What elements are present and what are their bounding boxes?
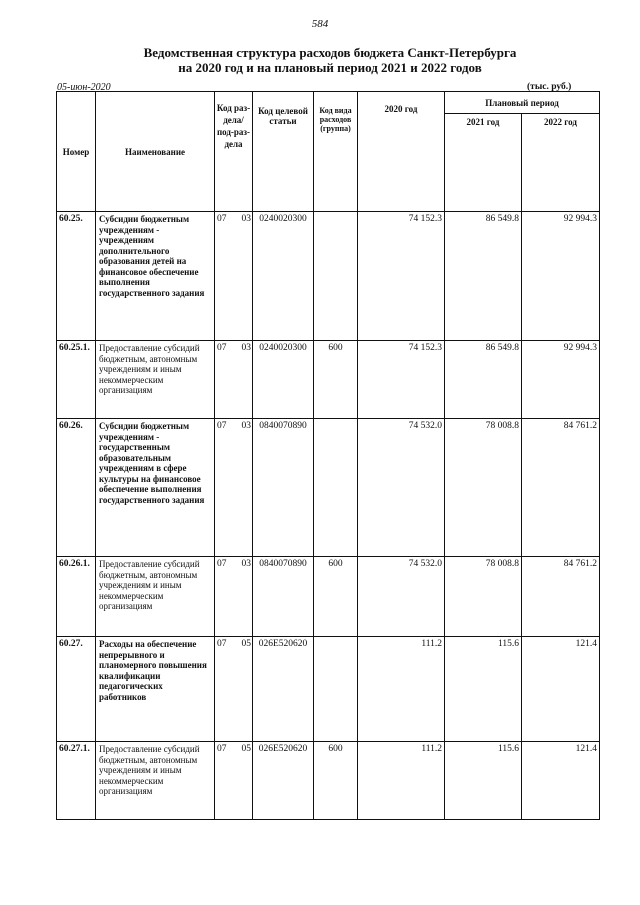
header-number: Номер — [57, 92, 96, 212]
row-amount-2021: 115.6 — [445, 742, 522, 820]
row-number: 60.26.1. — [57, 557, 96, 637]
row-expense-type: 600 — [314, 341, 358, 419]
document-date: 05-июн-2020 — [57, 82, 111, 93]
table-header — [57, 92, 600, 212]
row-expense-type — [314, 419, 358, 557]
table-row — [57, 212, 600, 341]
row-amount-2020: 74 532.0 — [358, 557, 445, 637]
row-section-code — [215, 742, 253, 820]
row-target-code: 0240020300 — [253, 212, 314, 341]
row-section-code — [215, 341, 253, 419]
row-subsection: 05 — [241, 639, 251, 649]
row-expense-type — [314, 637, 358, 742]
row-number: 60.25.1. — [57, 341, 96, 419]
row-amount-2021: 86 549.8 — [445, 212, 522, 341]
table-row — [57, 557, 600, 637]
row-target-code: 0840070890 — [253, 557, 314, 637]
table-row — [57, 742, 600, 820]
row-section: 07 — [217, 559, 227, 569]
row-section: 07 — [217, 744, 227, 754]
row-number: 60.27.1. — [57, 742, 96, 820]
row-amount-2022: 121.4 — [522, 637, 600, 742]
header-planned-period: Плановый период — [445, 92, 600, 114]
row-expense-type — [314, 212, 358, 341]
row-subsection: 03 — [241, 559, 251, 569]
header-2020: 2020 год — [358, 92, 445, 212]
row-amount-2022: 84 761.2 — [522, 419, 600, 557]
row-amount-2020: 111.2 — [358, 637, 445, 742]
row-section-code — [215, 212, 253, 341]
row-name: Предоставление субсидий бюджетным, автономным учреждениям и иным некоммерческим организациям — [96, 341, 215, 419]
row-name: Субсидии бюджетным учреждениям - государственным образовательным учреждениям в сфере культуры на финансовое обеспечение выполнения государственного задания — [96, 419, 215, 557]
row-section: 07 — [217, 343, 227, 353]
page-number: 584 — [311, 18, 329, 30]
header-2021: 2021 год — [445, 114, 522, 212]
row-expense-type: 600 — [314, 557, 358, 637]
row-section-code — [215, 557, 253, 637]
table-row — [57, 637, 600, 742]
row-amount-2021: 115.6 — [445, 637, 522, 742]
row-section-code — [215, 419, 253, 557]
row-subsection: 03 — [241, 214, 251, 224]
row-amount-2022: 84 761.2 — [522, 557, 600, 637]
row-name: Предоставление субсидий бюджетным, автономным учреждениям и иным некоммерческим организациям — [96, 557, 215, 637]
row-name: Расходы на обеспечение непрерывного и планомерного повышения квалификации педагогических работников — [96, 637, 215, 742]
title-line-1: Ведомственная структура расходов бюджета Санкт-Петербурга — [143, 45, 517, 60]
row-target-code: 026E520620 — [253, 742, 314, 820]
table-row — [57, 341, 600, 419]
row-name: Предоставление субсидий бюджетным, автономным учреждениям и иным некоммерческим организациям — [96, 742, 215, 820]
row-section: 07 — [217, 421, 227, 431]
units-label: (тыс. руб.) — [527, 82, 572, 92]
budget-table — [56, 91, 600, 820]
row-amount-2022: 92 994.3 — [522, 212, 600, 341]
row-amount-2020: 74 152.3 — [358, 341, 445, 419]
row-section-code — [215, 637, 253, 742]
row-number: 60.27. — [57, 637, 96, 742]
header-name: Наименование — [96, 92, 215, 212]
row-name: Субсидии бюджетным учреждениям - учреждениям дополнительного образования детей на финансовое обеспечение выполнения государственного задания — [96, 212, 215, 341]
row-target-code: 026E520620 — [253, 637, 314, 742]
header-section-code: Код раз-дела/ под-раз-дела — [215, 92, 253, 212]
row-target-code: 0840070890 — [253, 419, 314, 557]
row-number: 60.25. — [57, 212, 96, 341]
row-amount-2020: 74 152.3 — [358, 212, 445, 341]
document-title — [60, 45, 600, 75]
row-amount-2022: 121.4 — [522, 742, 600, 820]
row-subsection: 03 — [241, 421, 251, 431]
row-section: 07 — [217, 214, 227, 224]
row-amount-2021: 86 549.8 — [445, 341, 522, 419]
row-target-code: 0240020300 — [253, 341, 314, 419]
row-amount-2021: 78 008.8 — [445, 419, 522, 557]
row-amount-2020: 111.2 — [358, 742, 445, 820]
header-2022: 2022 год — [522, 114, 600, 212]
row-expense-type: 600 — [314, 742, 358, 820]
header-expense-type: Код вида расходов (группа) — [314, 92, 358, 212]
title-line-2: на 2020 год и на плановый период 2021 и 2022 годов — [178, 60, 482, 75]
row-number: 60.26. — [57, 419, 96, 557]
row-subsection: 05 — [241, 744, 251, 754]
row-subsection: 03 — [241, 343, 251, 353]
header-target-code: Код целевой статьи — [253, 92, 314, 212]
row-amount-2020: 74 532.0 — [358, 419, 445, 557]
row-amount-2022: 92 994.3 — [522, 341, 600, 419]
row-amount-2021: 78 008.8 — [445, 557, 522, 637]
table-body — [57, 212, 600, 820]
row-section: 07 — [217, 639, 227, 649]
table-row — [57, 419, 600, 557]
